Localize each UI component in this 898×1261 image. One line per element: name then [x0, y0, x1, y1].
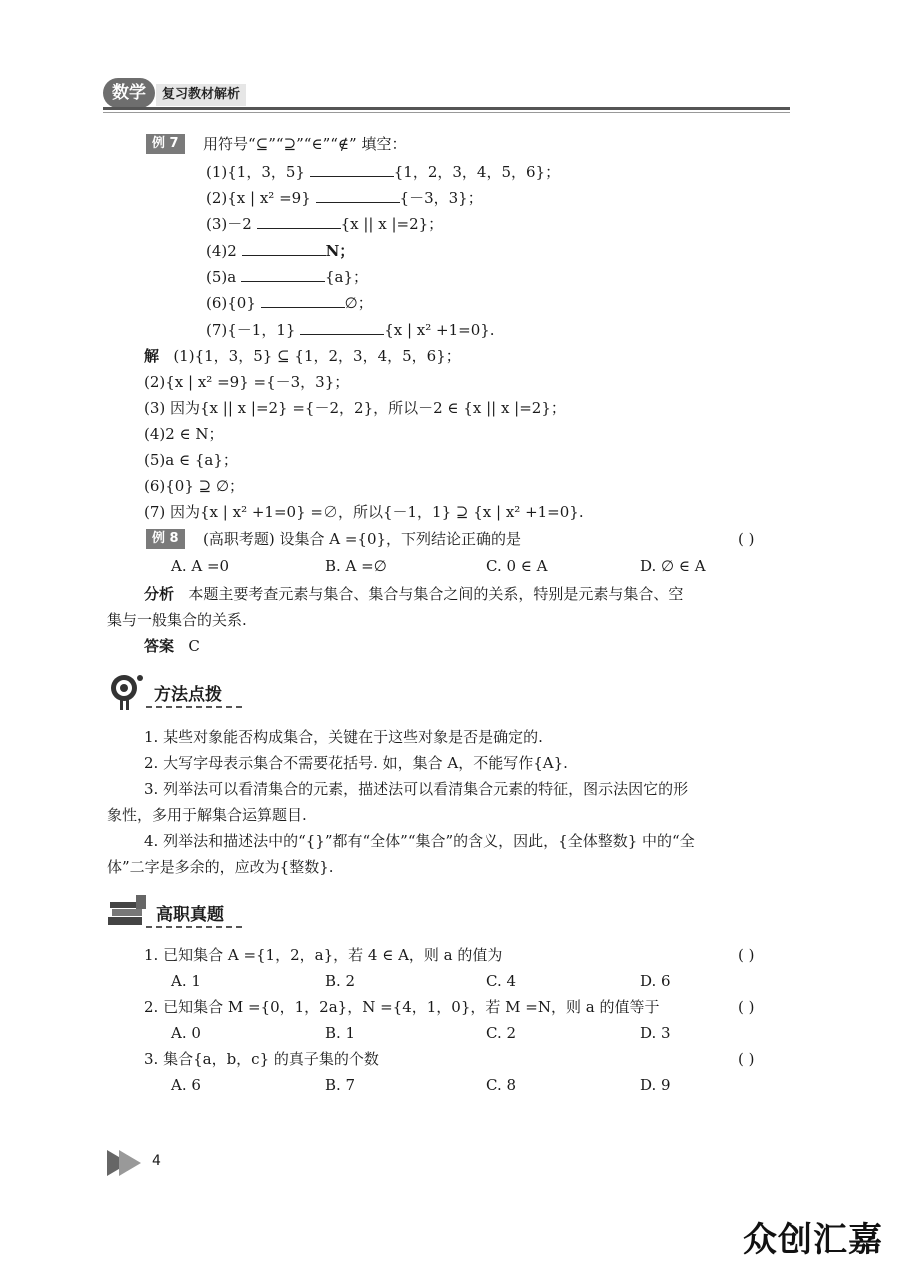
solution-label: 解 [144, 347, 160, 365]
solution-7-line-4: (4)2 ∈ N； [144, 425, 224, 443]
analysis-line-1: 分析 本题主要考查元素与集合、集合与集合之间的关系，特别是元素与集合、空 [144, 585, 684, 603]
example-8-option-a: A. A =0 [171, 557, 230, 575]
analysis-line-2: 集与一般集合的关系. [107, 611, 247, 629]
example-8-option-d: D. ∅ ∈ A [640, 557, 706, 575]
example-7-tag: 例 7 [146, 134, 185, 154]
exam-underline [146, 926, 242, 928]
exam-q2-paren: ( ) [738, 998, 755, 1016]
page-number: 4 [152, 1153, 161, 1169]
example-7-item-3: (3)－2 {x || x |=2}； [206, 215, 444, 233]
exam-q3-paren: ( ) [738, 1050, 755, 1068]
example-7-item-7: (7){－1，1} {x | x² +1=0}. [206, 321, 495, 339]
method-underline [146, 706, 242, 708]
method-line-6: 体”二字是多余的，应改为{整数}. [107, 858, 334, 876]
example-7-question: 用符号“⊆”“⊇”“∈”“∉” 填空： [203, 135, 407, 153]
solution-7-line-2: (2){x | x² =9} ={－3，3}； [144, 373, 350, 391]
exam-q1-option-c: C. 4 [486, 972, 517, 990]
header-rule [103, 107, 790, 110]
exam-q1-paren: ( ) [738, 946, 755, 964]
page-arrow-icon [107, 1150, 143, 1180]
books-icon [106, 893, 150, 933]
example-7-item-4: (4)2 N； [206, 242, 355, 260]
solution-7-line-7: (7) 因为{x | x² +1=0} =∅，所以{－1，1} ⊇ {x | x² +1=0}. [144, 503, 584, 521]
analysis-label: 分析 [144, 585, 175, 603]
exam-q3-option-d: D. 9 [640, 1076, 671, 1094]
exam-q1-stem: 1. 已知集合 A ={1，2，a}，若 4 ∈ A，则 a 的值为 [144, 946, 503, 964]
watermark: 众创汇嘉 [743, 1220, 883, 1260]
exam-q1-option-b: B. 2 [325, 972, 356, 990]
example-7-item-5: (5)a {a}； [206, 268, 369, 286]
solution-7-line-3: (3) 因为{x || x |=2} ={－2，2}，所以－2 ∈ {x || x |=2}； [144, 399, 566, 417]
exam-q2-stem: 2. 已知集合 M ={0，1，2a}，N ={4，1，0}，若 M =N，则 a 的值等于 [144, 998, 660, 1016]
method-line-5: 4. 列举法和描述法中的“{}”都有“全体”“集合”的含义，因此，{全体整数} 中的“全 [144, 832, 695, 850]
header-rule-thin [103, 112, 790, 113]
exam-q2-option-c: C. 2 [486, 1024, 517, 1042]
example-7-item-2: (2){x | x² =9} {－3，3}； [206, 189, 483, 207]
method-line-2: 2. 大写字母表示集合不需要花括号. 如，集合 A，不能写作{A}. [144, 754, 568, 772]
exam-q3-option-c: C. 8 [486, 1076, 517, 1094]
exam-q1-option-d: D. 6 [640, 972, 671, 990]
example-8-option-c: C. 0 ∈ A [486, 557, 548, 575]
example-8-tag: 例 8 [146, 529, 185, 549]
exam-title: 高职真题 [156, 905, 224, 925]
answer-line: 答案 C [144, 637, 200, 655]
method-line-4: 象性，多用于解集合运算题目. [107, 806, 307, 824]
exam-q2-option-a: A. 0 [171, 1024, 201, 1042]
exam-q2-option-d: D. 3 [640, 1024, 671, 1042]
exam-q1-option-a: A. 1 [171, 972, 201, 990]
exam-q2-option-b: B. 1 [325, 1024, 356, 1042]
example-8-question: (高职考题) 设集合 A ={0}，下列结论正确的是 [203, 530, 522, 548]
telescope-icon [106, 672, 148, 716]
solution-7-line-6: (6){0} ⊇ ∅； [144, 477, 245, 495]
exam-q3-option-a: A. 6 [171, 1076, 201, 1094]
solution-7-line-5: (5)a ∈ {a}； [144, 451, 238, 469]
method-line-3: 3. 列举法可以看清集合的元素，描述法可以看清集合元素的特征，图示法因它的形 [144, 780, 689, 798]
exam-q3-stem: 3. 集合{a，b，c} 的真子集的个数 [144, 1050, 379, 1068]
exam-q3-option-b: B. 7 [325, 1076, 356, 1094]
method-line-1: 1. 某些对象能否构成集合，关键在于这些对象是否是确定的. [144, 728, 543, 746]
example-7-item-1: (1){1，3，5} {1，2，3，4，5，6}； [206, 163, 561, 181]
method-title: 方法点拨 [154, 685, 222, 705]
subject-badge: 数学 [103, 78, 155, 108]
example-7-item-6: (6){0} ∅； [206, 294, 373, 312]
example-8-option-b: B. A =∅ [325, 557, 387, 575]
example-8-paren: ( ) [738, 530, 755, 548]
answer-label: 答案 [144, 637, 175, 655]
solution-7-line-1: 解 (1){1，3，5} ⊆ {1，2，3，4，5，6}； [144, 347, 461, 365]
chapter-title: 复习教材解析 [156, 84, 246, 106]
